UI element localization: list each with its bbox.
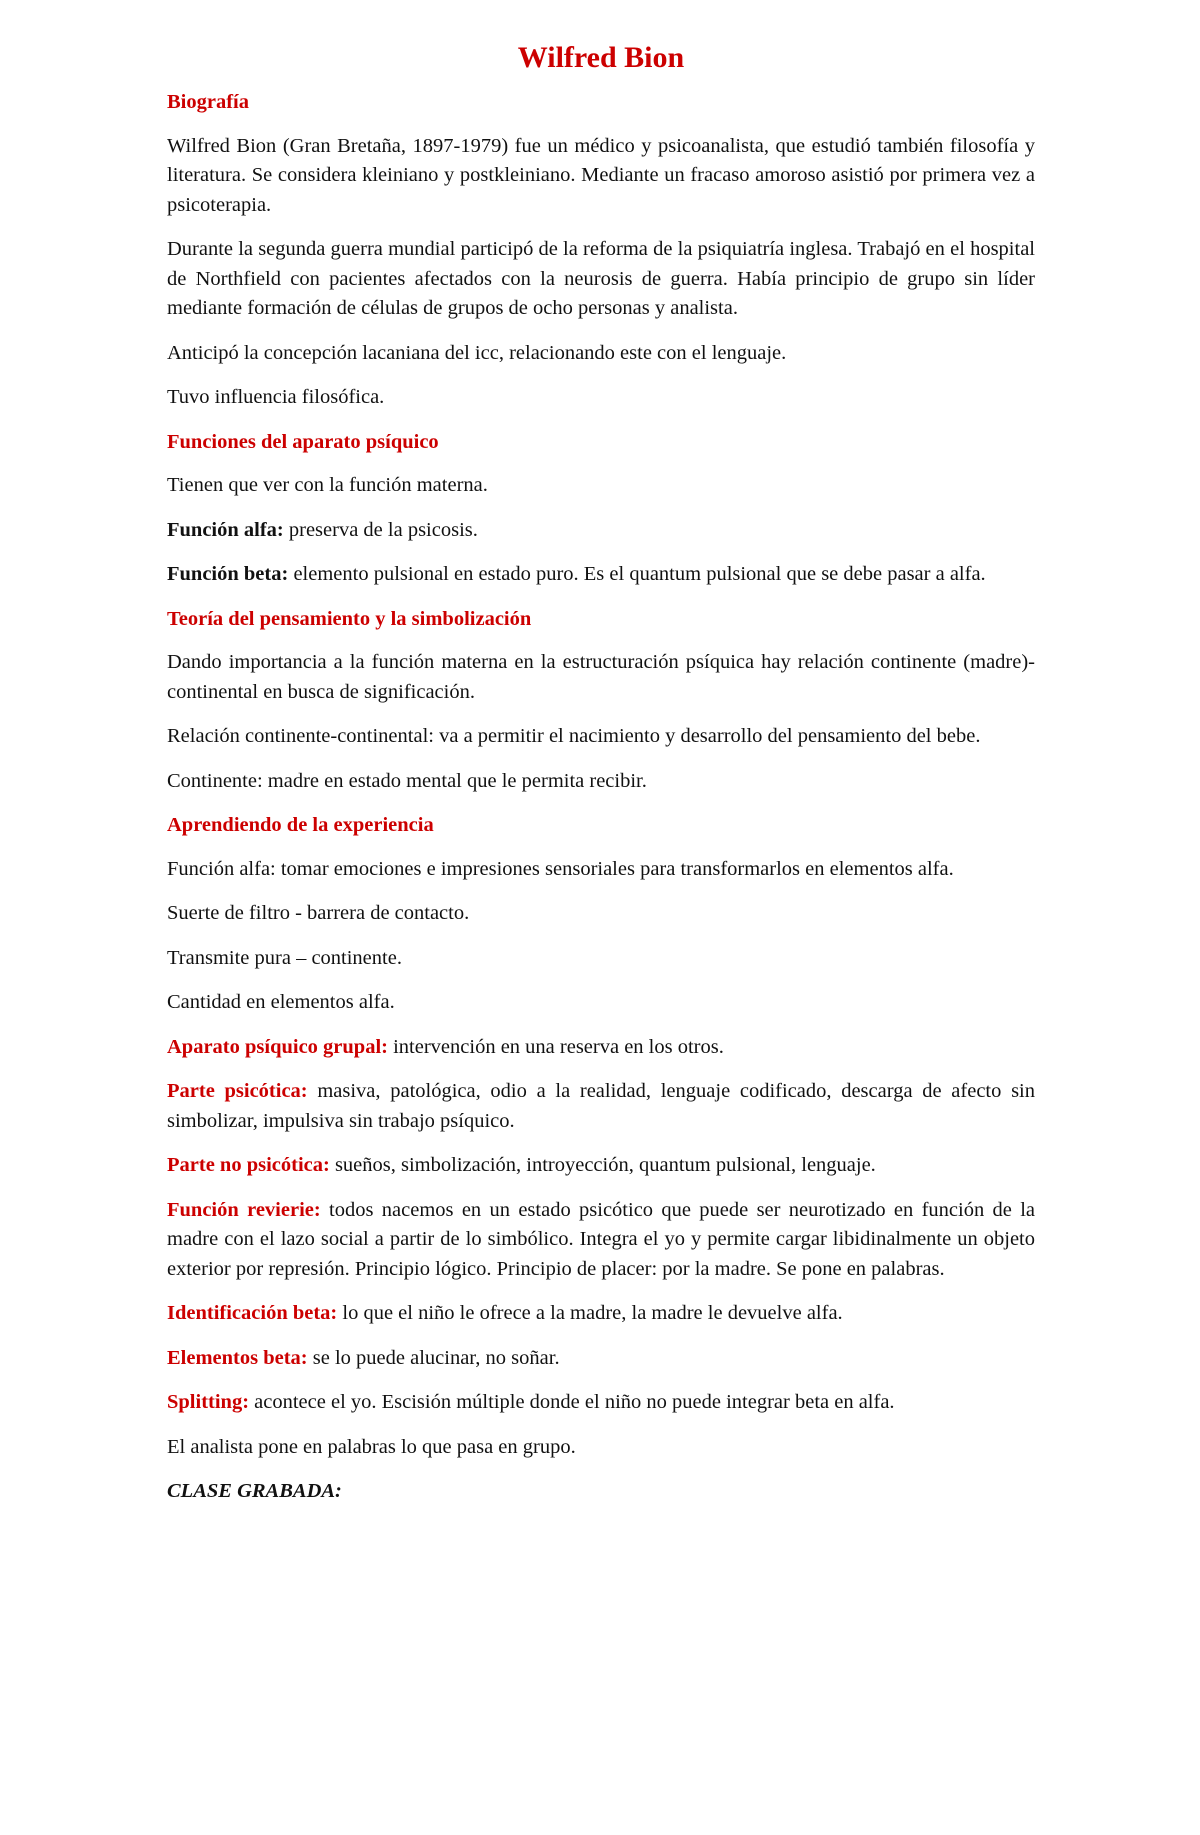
definition-text: acontece el yo. Escisión múltiple donde el niño no puede integrar beta en alfa.	[249, 1391, 895, 1413]
definition-term: Splitting:	[167, 1391, 250, 1413]
definition-funcion-revierie	[167, 1196, 1035, 1285]
paragraph: Tienen que ver con la función materna.	[167, 474, 488, 496]
definition-text: preserva de la psicosis.	[283, 518, 478, 541]
paragraph: Tuvo influencia filosófica.	[167, 386, 385, 408]
definition-term: Aparato psíquico grupal:	[167, 1035, 388, 1058]
definition-splitting	[167, 1388, 1035, 1418]
definition-text: masiva, patológica, odio a la realidad, lenguaje codificado, descarga de afecto sin simbolizar, impulsiva sin trabajo psíquico.	[167, 1080, 1035, 1132]
definition-term: Función beta:	[167, 563, 289, 585]
paragraph: Dando importancia a la función materna en la estructuración psíquica hay relación continente (madre)-continental en busca de significación.	[167, 651, 1035, 703]
definition-term: Elementos beta:	[167, 1346, 308, 1369]
definition-text: sueños, simbolización, introyección, quantum pulsional, lenguaje.	[329, 1154, 876, 1176]
definition-elementos-beta	[167, 1344, 1035, 1374]
definition-text: se lo puede alucinar, no soñar.	[307, 1346, 560, 1369]
definition-term: Función alfa:	[167, 518, 284, 541]
definition-parte-no-psicotica	[167, 1151, 1035, 1181]
paragraph: Wilfred Bion (Gran Bretaña, 1897-1979) fue un médico y psicoanalista, que estudió también filosofía y literatura. Se considera kleiniano y postkleiniano. Mediante un fracaso amoroso asistió por primera vez a psicoterapia.	[167, 134, 1035, 216]
definition-term: Identificación beta:	[167, 1302, 338, 1324]
definition-funcion-beta	[167, 560, 1035, 590]
section-heading-teoria: Teoría del pensamiento y la simbolización	[167, 607, 532, 630]
page-title: Wilfred Bion	[517, 41, 685, 74]
definition-text: intervención en una reserva en los otros.	[387, 1035, 724, 1058]
paragraph: Función alfa: tomar emociones e impresiones sensoriales para transformarlos en elementos alfa.	[167, 857, 954, 880]
paragraph: Transmite pura – continente.	[167, 946, 402, 969]
definition-text: elemento pulsional en estado puro. Es el quantum pulsional que se debe pasar a alfa.	[288, 563, 986, 585]
paragraph: Suerte de filtro - barrera de contacto.	[167, 902, 470, 924]
final-note: CLASE GRABADA:	[167, 1480, 342, 1502]
definition-text: todos nacemos en un estado psicótico que puede ser neurotizado en función de la madre con el lazo social a partir de lo simbólico. Integra el yo y permite cargar libidinalmente un objeto exterior por represión. Principio lógico. Principio de placer: por la madre. Se pone en palabras.	[167, 1198, 1035, 1280]
paragraph: Durante la segunda guerra mundial participó de la reforma de la psiquiatría inglesa. Trabajó en el hospital de Northfield con pacientes afectados con la neurosis de guerra. Había principio de grupo sin líder mediante formación de células de grupos de ocho personas y analista.	[167, 238, 1035, 319]
paragraph: Cantidad en elementos alfa.	[167, 991, 395, 1013]
section-heading-biografia: Biografía	[167, 91, 249, 113]
definition-term: Función revierie:	[167, 1198, 321, 1221]
definition-identificacion-beta	[167, 1299, 1035, 1329]
definition-text: lo que el niño le ofrece a la madre, la madre le devuelve alfa.	[337, 1302, 843, 1324]
section-heading-aprendiendo: Aprendiendo de la experiencia	[167, 814, 434, 836]
paragraph: Anticipó la concepción lacaniana del icc, relacionando este con el lenguaje.	[167, 341, 787, 364]
section-heading-funciones: Funciones del aparato psíquico	[167, 430, 439, 453]
definition-aparato-psiquico-grupal	[167, 1033, 1035, 1063]
definition-term: Parte no psicótica:	[167, 1154, 330, 1176]
definition-funcion-alfa	[167, 516, 1035, 546]
paragraph: El analista pone en palabras lo que pasa en grupo.	[167, 1435, 576, 1458]
definition-term: Parte psicótica:	[167, 1080, 308, 1102]
paragraph: Continente: madre en estado mental que le permita recibir.	[167, 769, 647, 792]
definition-parte-psicotica	[167, 1077, 1035, 1136]
paragraph: Relación continente-continental: va a permitir el nacimiento y desarrollo del pensamiento del bebe.	[167, 725, 981, 747]
